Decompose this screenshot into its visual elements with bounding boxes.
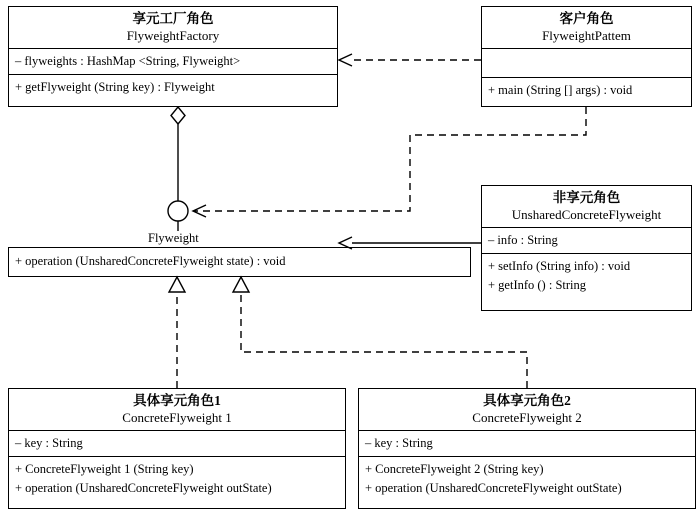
class-en-name-flyweight-factory: FlyweightFactory [126,27,220,43]
attribute-row [488,52,685,71]
class-en-name-concrete-2: ConcreteFlyweight 2 [472,409,582,425]
relation-factory-aggregation-flyweight [168,107,188,231]
operation-row: + ConcreteFlyweight 2 (String key) [365,461,544,476]
class-en-name-unshared: UnsharedConcreteFlyweight [511,206,662,222]
class-box-concrete-flyweight-2[interactable] [358,388,696,509]
operation-row: + setInfo (String info) : void [488,258,631,273]
attribute-row: – key : String [365,436,433,451]
class-attributes-concrete-1 [9,431,345,456]
class-en-name-flyweight: Flyweight [148,231,199,245]
operation-row: + operation (UnsharedConcreteFlyweight state) : void [15,254,286,268]
class-operations-client [482,78,691,103]
attribute-row: – info : String [488,233,558,248]
class-header-flyweight-factory [9,7,337,48]
attribute-row: – key : String [15,436,83,451]
operation-row: + getInfo () : String [488,277,587,292]
class-box-flyweight-factory[interactable] [8,6,338,107]
class-cn-name-flyweight-factory: 享元工厂角色 [132,11,214,26]
class-header-unshared-concrete-flyweight [482,186,691,227]
operation-row: + main (String [] args) : void [488,83,633,98]
class-operations-flyweight-factory [9,75,337,100]
class-operations-concrete-1 [9,457,345,501]
class-attributes-flyweight-factory [9,49,337,74]
class-cn-name-concrete-2: 具体享元角色2 [483,393,571,408]
class-cn-name-concrete-1: 具体享元角色1 [133,393,221,408]
relation-client-to-factory [339,54,481,66]
class-box-flyweight[interactable] [8,247,471,277]
class-cn-name-unshared: 非享元角色 [552,190,621,205]
class-attributes-concrete-2 [359,431,695,456]
class-cn-name-client: 客户角色 [559,11,614,26]
class-operations-flyweight [9,248,470,274]
attribute-row: – flyweights : HashMap <String, Flyweight> [15,54,241,69]
class-box-unshared-concrete-flyweight[interactable] [481,185,692,311]
class-operations-unshared [482,254,691,298]
class-operations-concrete-2 [359,457,695,501]
operation-row: + operation (UnsharedConcreteFlyweight outState) [365,480,622,495]
class-attributes-client [482,49,691,77]
operation-row: + operation (UnsharedConcreteFlyweight outState) [15,480,272,495]
class-en-name-client: FlyweightPattem [542,27,631,43]
relation-concrete1-realizes-flyweight [169,277,185,388]
operation-row: + ConcreteFlyweight 1 (String key) [15,461,194,476]
operation-row: + getFlyweight (String key) : Flyweight [15,79,215,94]
class-box-client[interactable] [481,6,692,107]
class-header-concrete-1 [9,389,345,430]
class-box-concrete-flyweight-1[interactable] [8,388,346,509]
class-attributes-unshared [482,228,691,253]
class-en-name-concrete-1: ConcreteFlyweight 1 [122,409,232,425]
class-header-client [482,7,691,48]
class-header-concrete-2 [359,389,695,430]
